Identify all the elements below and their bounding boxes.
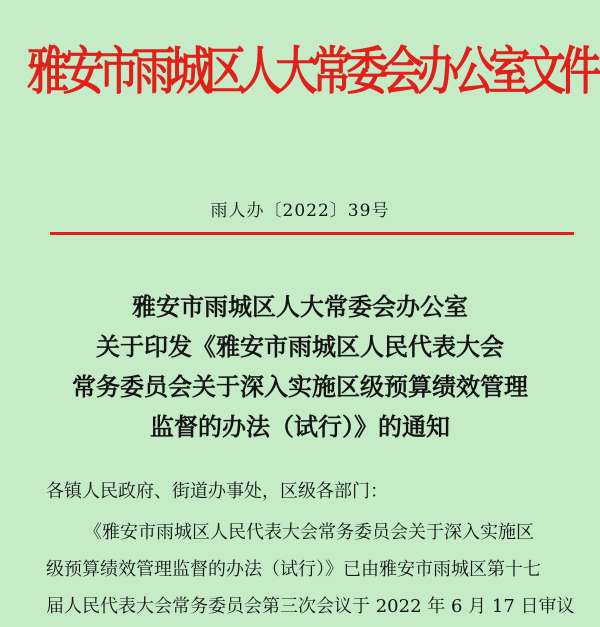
body-line: 届人民代表大会常务委员会第三次会议于 2022 年 6 月 17 日审议 (46, 596, 575, 617)
body-paragraph (46, 514, 576, 625)
title-line: 关于印发《雅安市雨城区人民代表大会 (96, 333, 504, 361)
body-line: 《雅安市雨城区人民代表大会常务委员会关于深入实施区 (84, 522, 534, 543)
document-number: 雨人办〔2022〕39号 (210, 201, 390, 221)
title-line: 监督的办法（试行）》的通知 (150, 413, 450, 441)
title-line: 雅安市雨城区人大常委会办公室 (132, 293, 468, 321)
body-line: 级预算绩效管理监督的办法（试行）》已由雅安市雨城区第十七 (46, 559, 541, 580)
title-line: 常务委员会关于深入实施区级预算绩效管理 (72, 373, 528, 401)
red-divider-line (50, 232, 574, 235)
masthead-title: 雅安市雨城区人大常委会办公室文件 (27, 40, 595, 102)
salutation: 各镇人民政府、街道办事处，区级各部门： (46, 481, 388, 502)
notice-title (0, 287, 600, 447)
